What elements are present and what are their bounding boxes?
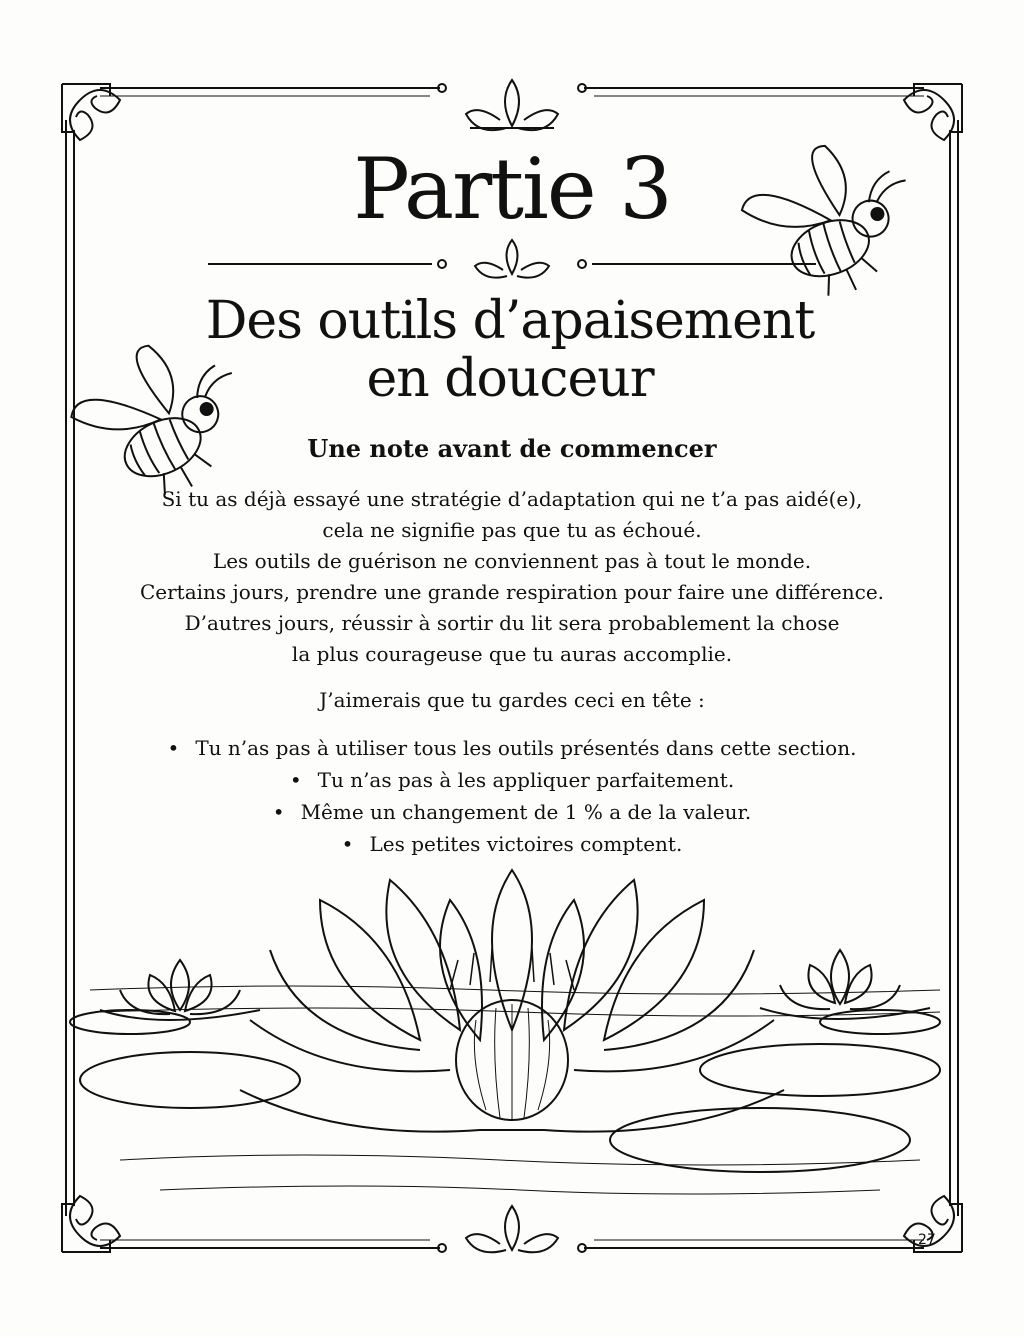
list-item: • Les petites victoires comptent.: [100, 828, 924, 860]
paragraph-line: Si tu as déjà essayé une stratégie d’adaptation qui ne t’a pas aidé(e),: [161, 487, 863, 511]
reminder-list: [100, 732, 924, 860]
subtitle-line: Des outils d’apaisement: [205, 291, 815, 351]
list-item: • Même un changement de 1 % a de la valeur.: [100, 796, 924, 828]
section-subtitle: [180, 292, 840, 408]
intro-paragraph: [100, 484, 924, 670]
list-item: • Tu n’as pas à utiliser tous les outils présentés dans cette section.: [100, 732, 924, 764]
paragraph-line: cela ne signifie pas que tu as échoué.: [322, 518, 702, 542]
reminder-intro: J’aimerais que tu gardes ceci en tête :: [319, 688, 705, 712]
paragraph-line: Les outils de guérison ne conviennent pas à tout le monde.: [212, 549, 812, 573]
list-item: • Tu n’as pas à les appliquer parfaitement.: [100, 764, 924, 796]
paragraph-line: Certains jours, prendre une grande respiration pour faire une différence.: [139, 580, 885, 604]
page-title: Partie 3: [353, 140, 671, 238]
page-number: 27: [918, 1232, 936, 1248]
note-heading: Une note avant de commencer: [307, 434, 717, 463]
paragraph-line: la plus courageuse que tu auras accomplie.: [291, 642, 733, 666]
lotus-illustration: [70, 870, 940, 1194]
paragraph-line: D’autres jours, réussir à sortir du lit sera probablement la chose: [184, 611, 840, 635]
subtitle-line: en douceur: [366, 349, 654, 409]
